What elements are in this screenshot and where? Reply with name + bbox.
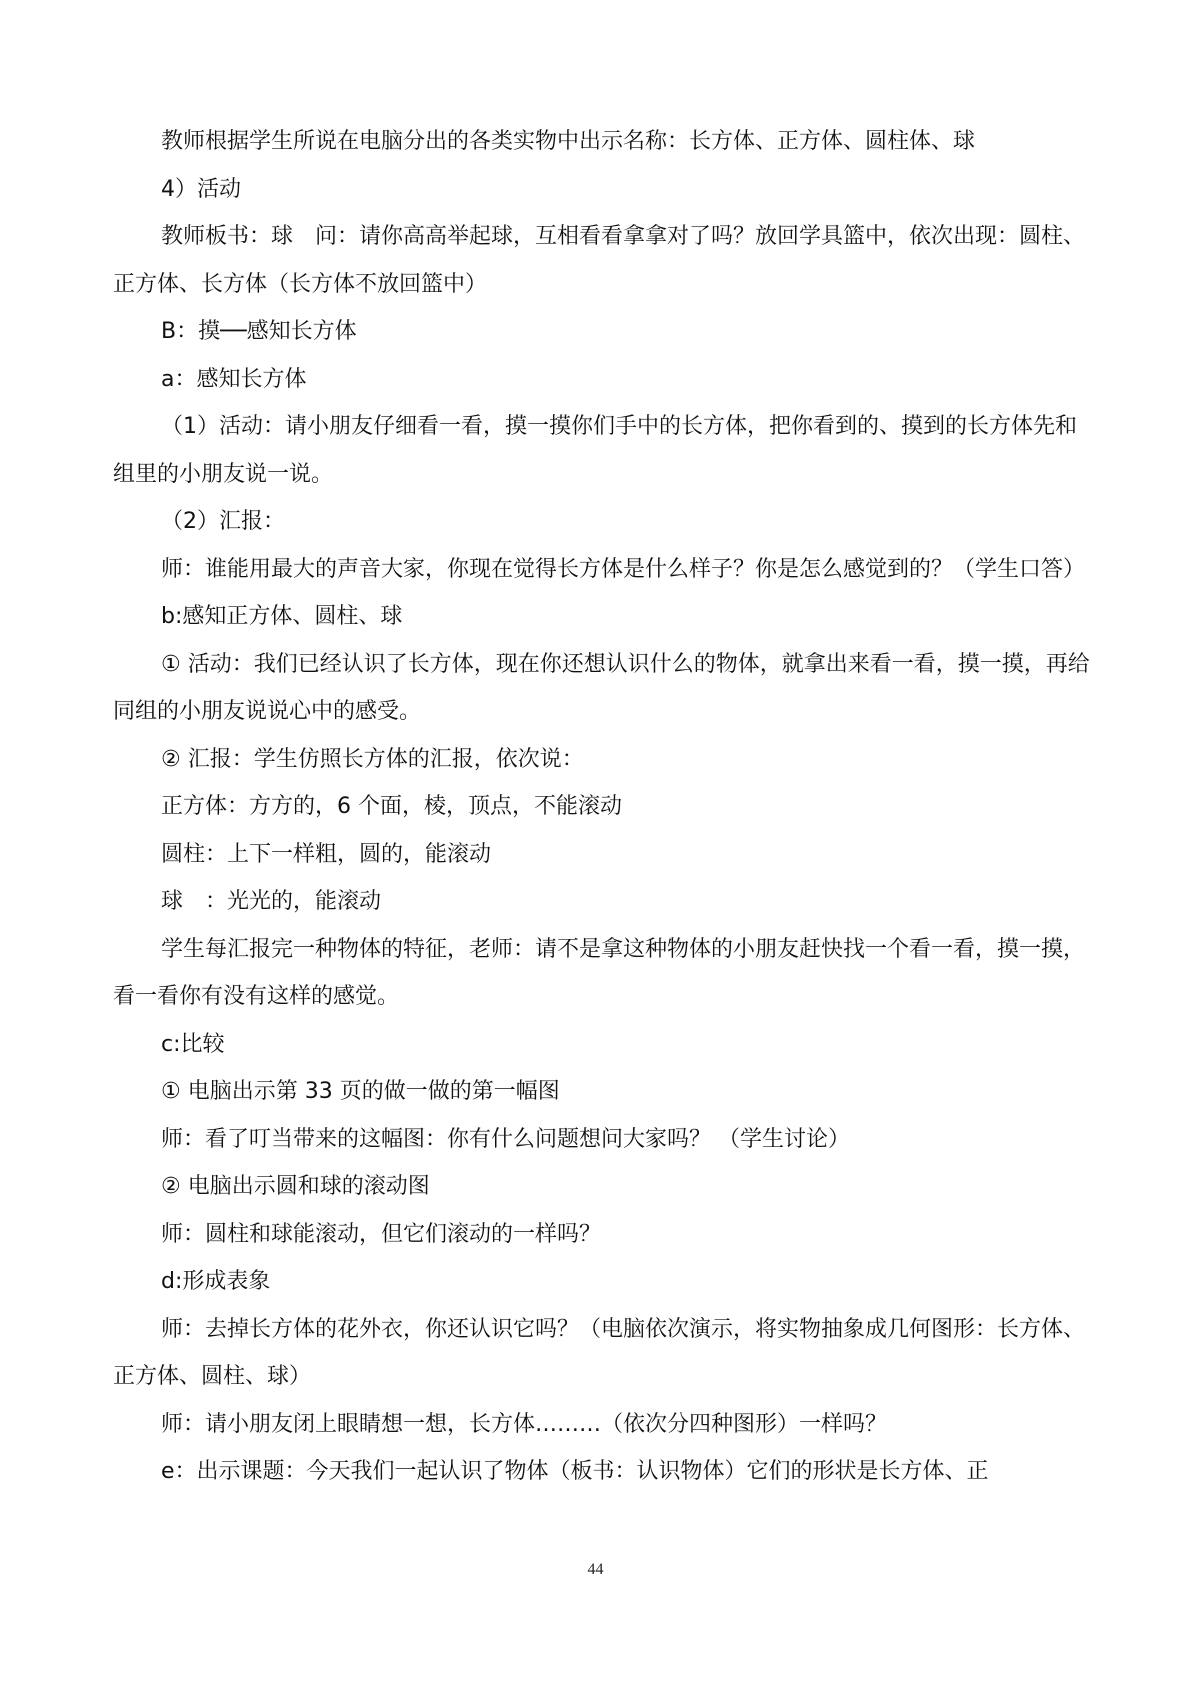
paragraph: 师：请小朋友闭上眼睛想一想，长方体………（依次分四种图形）一样吗？	[161, 1411, 888, 1437]
paragraph: 师：圆柱和球能滚动，但它们滚动的一样吗？	[161, 1221, 602, 1247]
page-number: 44	[587, 1561, 604, 1578]
paragraph: （1）活动：请小朋友仔细看一看，摸一摸你们手中的长方体，把你看到的、摸到的长方体先和组里的小朋友说一说。	[113, 414, 1078, 487]
paragraph: b:感知正方体、圆柱、球	[161, 604, 403, 629]
paragraph: ② 电脑出示圆和球的滚动图	[161, 1174, 430, 1199]
paragraph: 4）活动	[161, 176, 241, 202]
body-text	[113, 118, 1098, 1496]
paragraph: 师：去掉长方体的花外衣，你还认识它吗？（电脑依次演示，将实物抽象成几何图形：长方体、正方体、圆柱、球）	[113, 1316, 1086, 1389]
paragraph: a：感知长方体	[161, 366, 307, 392]
paragraph: 圆柱：上下一样粗，圆的，能滚动	[161, 841, 492, 867]
paragraph: 学生每汇报完一种物体的特征，老师：请不是拿这种物体的小朋友赶快找一个看一看，摸一摸，看一看你有没有这样的感觉。	[113, 936, 1086, 1009]
paragraph: c:比较	[161, 1031, 225, 1057]
paragraph: 师：看了叮当带来的这幅图：你有什么问题想问大家吗？ （学生讨论）	[161, 1126, 850, 1152]
paragraph: B：摸──感知长方体	[161, 319, 357, 344]
paragraph: 师：谁能用最大的声音大家，你现在觉得长方体是什么样子？你是怎么感觉到的？（学生口答）	[161, 556, 1086, 582]
paragraph: （2）汇报：	[161, 509, 285, 534]
paragraph: ② 汇报：学生仿照长方体的汇报，依次说：	[161, 746, 584, 772]
paragraph: 正方体：方方的，6 个面，棱，顶点，不能滚动	[161, 794, 622, 819]
paragraph: e：出示课题：今天我们一起认识了物体（板书：认识物体）它们的形状是长方体、正	[161, 1459, 989, 1484]
paragraph: 教师板书：球 问：请你高高举起球，互相看看拿拿对了吗？放回学具篮中，依次出现：圆柱、正方体、长方体（长方体不放回篮中）	[113, 224, 1086, 297]
paragraph: ① 电脑出示第 33 页的做一做的第一幅图	[161, 1079, 560, 1104]
paragraph: 球 ：光光的，能滚动	[161, 889, 382, 914]
paragraph: ① 活动：我们已经认识了长方体，现在你还想认识什么的物体，就拿出来看一看，摸一摸，再给同组的小朋友说说心中的感受。	[113, 651, 1090, 724]
paragraph: d:形成表象	[161, 1269, 271, 1294]
paragraph: 教师根据学生所说在电脑分出的各类实物中出示名称：长方体、正方体、圆柱体、球	[161, 129, 976, 154]
